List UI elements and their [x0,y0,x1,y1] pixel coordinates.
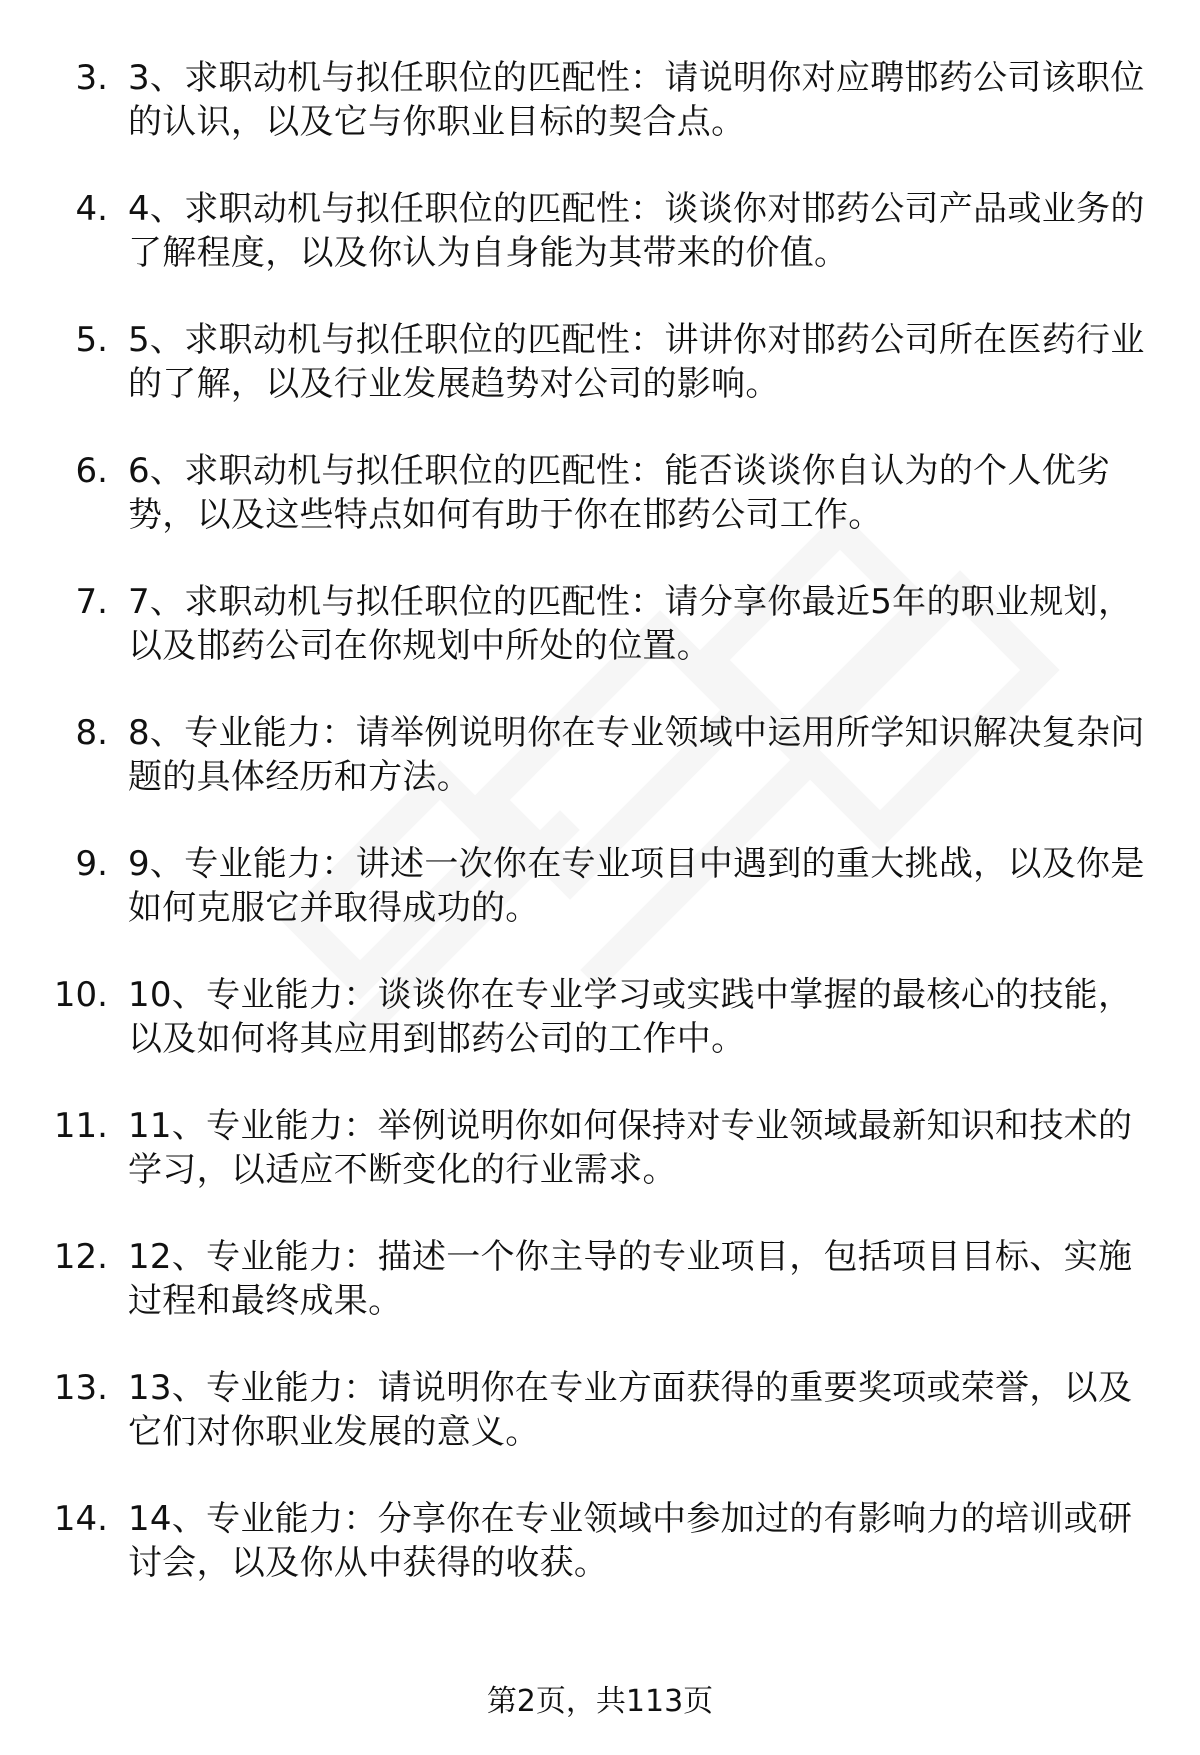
question-number: 7. [75,582,108,622]
question-text: 3、求职动机与拟任职位的匹配性：请说明你对应聘邯药公司该职位的认识，以及它与你职业目标的契合点。 [128,58,1145,142]
question-text: 8、专业能力：请举例说明你在专业领域中运用所学知识解决复杂问题的具体经历和方法。 [128,713,1145,797]
question-text: 7、求职动机与拟任职位的匹配性：请分享你最近5年的职业规划，以及邯药公司在你规划中所处的位置。 [128,582,1133,666]
question-text: 12、专业能力：描述一个你主导的专业项目，包括项目目标、实施过程和最终成果。 [128,1237,1133,1321]
question-number: 5. [75,320,108,360]
question-text: 10、专业能力：谈谈你在专业学习或实践中掌握的最核心的技能，以及如何将其应用到邯药公司的工作中。 [128,975,1133,1059]
list-item [0,449,1200,580]
page-footer: 第2页，共113页 [486,1684,714,1719]
question-number: 13. [53,1368,108,1408]
list-item [0,580,1200,711]
list-item [0,56,1200,187]
list-item [0,711,1200,842]
question-text: 6、求职动机与拟任职位的匹配性：能否谈谈你自认为的个人优劣势，以及这些特点如何有助于你在邯药公司工作。 [128,451,1111,535]
question-number: 9. [75,844,108,884]
question-text: 13、专业能力：请说明你在专业方面获得的重要奖项或荣誉，以及它们对你职业发展的意义。 [128,1368,1133,1452]
question-number: 8. [75,713,108,753]
list-item [0,1235,1200,1366]
list-item [0,973,1200,1104]
question-text: 5、求职动机与拟任职位的匹配性：讲讲你对邯药公司所在医药行业的了解，以及行业发展趋势对公司的影响。 [128,320,1145,404]
list-item [0,318,1200,449]
question-text: 9、专业能力：讲述一次你在专业项目中遇到的重大挑战，以及你是如何克服它并取得成功的。 [128,844,1145,928]
list-item [0,842,1200,973]
question-number: 12. [53,1237,108,1277]
question-list [0,56,1200,1628]
list-item [0,1497,1200,1628]
list-item [0,187,1200,318]
question-number: 6. [75,451,108,491]
question-text: 4、求职动机与拟任职位的匹配性：谈谈你对邯药公司产品或业务的了解程度，以及你认为自身能为其带来的价值。 [128,189,1145,273]
question-text: 11、专业能力：举例说明你如何保持对专业领域最新知识和技术的学习，以适应不断变化的行业需求。 [128,1106,1133,1190]
list-item [0,1366,1200,1497]
question-number: 3. [75,58,108,98]
question-number: 4. [75,189,108,229]
question-number: 10. [53,975,108,1015]
list-item [0,1104,1200,1235]
question-number: 14. [53,1499,108,1539]
question-text: 14、专业能力：分享你在专业领域中参加过的有影响力的培训或研讨会，以及你从中获得的收获。 [128,1499,1133,1583]
question-number: 11. [53,1106,108,1146]
